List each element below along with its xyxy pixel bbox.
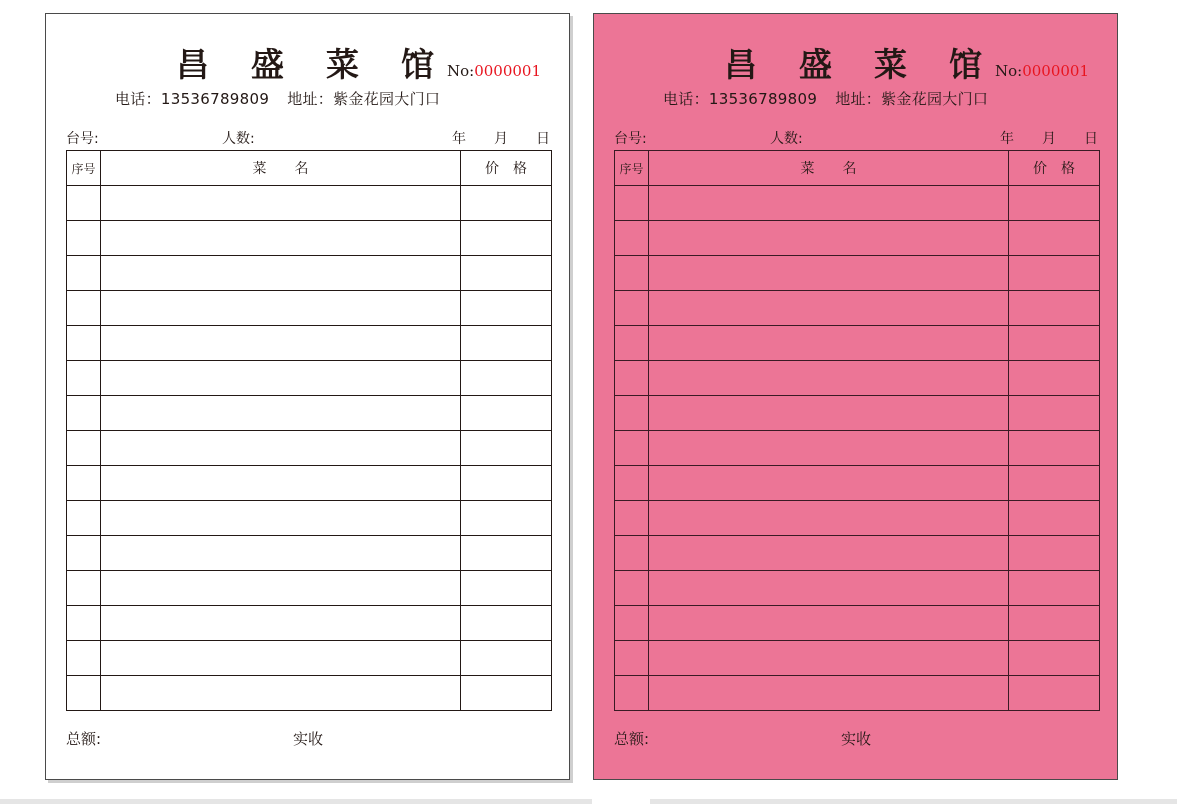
header-dish: 菜 名 <box>649 151 1009 186</box>
row-index-cell <box>67 396 101 431</box>
people-count-label: 人数: <box>770 131 803 147</box>
row-price-cell <box>1009 326 1100 361</box>
row-index-cell <box>615 606 649 641</box>
row-price-cell <box>1009 186 1100 221</box>
row-dish-cell <box>101 501 461 536</box>
day-label: 日 <box>536 131 550 147</box>
row-price-cell <box>1009 536 1100 571</box>
row-index-cell <box>615 396 649 431</box>
title-char: 菜 <box>326 45 359 84</box>
table-row <box>615 256 1100 291</box>
table-row <box>615 431 1100 466</box>
row-index-cell <box>615 501 649 536</box>
table-row <box>67 571 552 606</box>
row-dish-cell <box>649 291 1009 326</box>
table-row <box>615 676 1100 711</box>
row-index-cell <box>67 641 101 676</box>
row-dish-cell <box>649 606 1009 641</box>
row-index-cell <box>615 431 649 466</box>
row-index-cell <box>615 186 649 221</box>
row-dish-cell <box>101 676 461 711</box>
table-row <box>67 326 552 361</box>
serial-prefix: No: <box>447 62 475 80</box>
row-dish-cell <box>649 396 1009 431</box>
row-price-cell <box>1009 221 1100 256</box>
row-dish-cell <box>649 221 1009 256</box>
address-value: 紫金花园大门口 <box>333 90 441 108</box>
table-row <box>67 221 552 256</box>
row-index-cell <box>615 676 649 711</box>
row-dish-cell <box>649 256 1009 291</box>
address-label: 地址： <box>835 90 882 108</box>
row-index-cell <box>67 571 101 606</box>
row-price-cell <box>461 676 552 711</box>
phone-number: 13536789809 <box>160 90 270 108</box>
row-dish-cell <box>101 431 461 466</box>
row-dish-cell <box>101 536 461 571</box>
row-index-cell <box>67 606 101 641</box>
row-price-cell <box>461 256 552 291</box>
table-header-row <box>67 151 552 186</box>
order-table <box>66 150 552 711</box>
table-row <box>615 501 1100 536</box>
row-price-cell <box>1009 431 1100 466</box>
row-dish-cell <box>649 466 1009 501</box>
table-number-label: 台号: <box>614 131 647 147</box>
people-count-label: 人数: <box>222 131 255 147</box>
row-index-cell <box>67 466 101 501</box>
row-price-cell <box>461 291 552 326</box>
phone-number: 13536789809 <box>708 90 818 108</box>
table-header-row <box>615 151 1100 186</box>
title-char: 昌 <box>724 45 757 84</box>
table-row <box>615 361 1100 396</box>
row-price-cell <box>461 641 552 676</box>
row-index-cell <box>67 291 101 326</box>
year-label: 年 <box>452 131 466 147</box>
row-index-cell <box>615 221 649 256</box>
title-char: 馆 <box>401 45 434 84</box>
row-price-cell <box>1009 641 1100 676</box>
table-row <box>67 431 552 466</box>
row-index-cell <box>615 256 649 291</box>
title-char: 菜 <box>874 45 907 84</box>
row-dish-cell <box>649 571 1009 606</box>
row-index-cell <box>67 676 101 711</box>
row-index-cell <box>67 256 101 291</box>
bottom-scroll-bar-right <box>650 799 1177 804</box>
table-row <box>615 291 1100 326</box>
header-index: 序号 <box>67 151 101 186</box>
table-row <box>615 466 1100 501</box>
row-index-cell <box>67 431 101 466</box>
phone-label: 电话： <box>115 90 161 108</box>
row-dish-cell <box>101 221 461 256</box>
table-row <box>615 571 1100 606</box>
row-price-cell <box>461 326 552 361</box>
row-price-cell <box>1009 571 1100 606</box>
row-dish-cell <box>101 466 461 501</box>
total-label: 总额: <box>614 730 650 748</box>
row-index-cell <box>615 361 649 396</box>
row-index-cell <box>67 536 101 571</box>
total-label: 总额: <box>66 730 102 748</box>
contact-line <box>663 88 988 109</box>
table-row <box>67 466 552 501</box>
header-price: 价 格 <box>461 151 552 186</box>
row-index-cell <box>615 291 649 326</box>
contact-line <box>115 88 440 109</box>
month-label: 月 <box>494 131 508 147</box>
month-label: 月 <box>1042 131 1056 147</box>
row-dish-cell <box>649 501 1009 536</box>
title-char: 盛 <box>251 45 284 84</box>
paid-label: 实收 <box>293 730 324 748</box>
row-price-cell <box>461 186 552 221</box>
table-row <box>67 256 552 291</box>
row-dish-cell <box>101 326 461 361</box>
row-index-cell <box>615 536 649 571</box>
row-price-cell <box>461 501 552 536</box>
row-price-cell <box>1009 606 1100 641</box>
info-row <box>614 128 1099 148</box>
table-row <box>615 641 1100 676</box>
table-row <box>67 501 552 536</box>
table-row <box>615 186 1100 221</box>
table-row <box>615 396 1100 431</box>
address-value: 紫金花园大门口 <box>881 90 989 108</box>
receipt-title <box>594 42 1117 88</box>
row-price-cell <box>1009 676 1100 711</box>
serial-number <box>995 62 1089 80</box>
table-number-label: 台号: <box>66 131 99 147</box>
table-row <box>67 606 552 641</box>
title-char: 盛 <box>799 45 832 84</box>
address-label: 地址： <box>287 90 334 108</box>
table-row <box>67 291 552 326</box>
row-index-cell <box>615 466 649 501</box>
row-dish-cell <box>649 186 1009 221</box>
row-index-cell <box>67 361 101 396</box>
row-price-cell <box>461 466 552 501</box>
table-row <box>67 641 552 676</box>
row-price-cell <box>461 571 552 606</box>
row-price-cell <box>1009 361 1100 396</box>
table-row <box>615 221 1100 256</box>
row-price-cell <box>1009 501 1100 536</box>
serial-value: 0000001 <box>1022 62 1090 80</box>
row-dish-cell <box>649 676 1009 711</box>
row-dish-cell <box>101 571 461 606</box>
row-dish-cell <box>649 641 1009 676</box>
row-price-cell <box>461 221 552 256</box>
row-dish-cell <box>649 536 1009 571</box>
title-char: 昌 <box>176 45 209 84</box>
row-dish-cell <box>101 606 461 641</box>
row-dish-cell <box>101 396 461 431</box>
row-dish-cell <box>649 431 1009 466</box>
info-row <box>66 128 551 148</box>
table-row <box>615 326 1100 361</box>
table-row <box>67 676 552 711</box>
receipt-pink-copy <box>593 13 1118 780</box>
day-label: 日 <box>1084 131 1098 147</box>
row-index-cell <box>615 641 649 676</box>
title-char: 馆 <box>949 45 982 84</box>
table-row <box>615 536 1100 571</box>
row-index-cell <box>67 186 101 221</box>
year-label: 年 <box>1000 131 1014 147</box>
paid-label: 实收 <box>841 730 872 748</box>
row-index-cell <box>67 501 101 536</box>
header-dish: 菜 名 <box>101 151 461 186</box>
row-dish-cell <box>101 361 461 396</box>
row-index-cell <box>615 571 649 606</box>
row-price-cell <box>1009 291 1100 326</box>
table-row <box>615 606 1100 641</box>
table-row <box>67 396 552 431</box>
phone-label: 电话： <box>663 90 709 108</box>
row-price-cell <box>1009 466 1100 501</box>
row-price-cell <box>1009 396 1100 431</box>
row-dish-cell <box>649 361 1009 396</box>
receipt-white-copy <box>45 13 570 780</box>
row-price-cell <box>461 396 552 431</box>
header-index: 序号 <box>615 151 649 186</box>
row-price-cell <box>461 431 552 466</box>
row-price-cell <box>461 536 552 571</box>
row-dish-cell <box>101 256 461 291</box>
table-row <box>67 186 552 221</box>
row-index-cell <box>67 326 101 361</box>
row-dish-cell <box>649 326 1009 361</box>
row-dish-cell <box>101 291 461 326</box>
row-price-cell <box>461 606 552 641</box>
row-index-cell <box>67 221 101 256</box>
serial-prefix: No: <box>995 62 1023 80</box>
row-index-cell <box>615 326 649 361</box>
header-price: 价 格 <box>1009 151 1100 186</box>
serial-number <box>447 62 541 80</box>
row-price-cell <box>461 361 552 396</box>
table-row <box>67 536 552 571</box>
bottom-scroll-bar-left <box>0 799 592 804</box>
serial-value: 0000001 <box>474 62 542 80</box>
row-price-cell <box>1009 256 1100 291</box>
order-table <box>614 150 1100 711</box>
row-dish-cell <box>101 641 461 676</box>
row-dish-cell <box>101 186 461 221</box>
table-row <box>67 361 552 396</box>
receipt-title <box>46 42 569 88</box>
